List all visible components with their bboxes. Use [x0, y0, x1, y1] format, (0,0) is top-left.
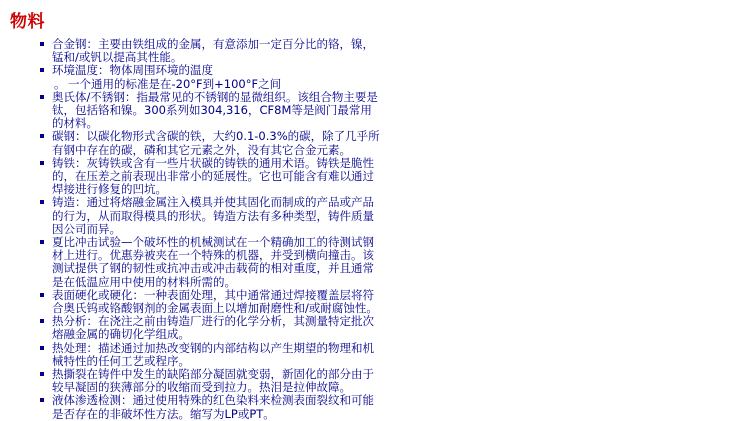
dash-icon: 。: [54, 76, 66, 91]
glossary-entry-text: 铸铁：灰铸铁或含有一些片状碳的铸铁的通用术语。铸铁是脆性的，在压差之前表现出非常小的延展性。它也可能含有难以通过焊接进行修复的凹坑。: [52, 155, 374, 197]
bullet-icon: [40, 42, 44, 46]
bullet-icon: [40, 319, 44, 323]
list-item: [0, 130, 750, 156]
bullet-icon: [40, 134, 44, 138]
bullet-icon: [40, 240, 44, 244]
page-title: 物料: [10, 12, 45, 32]
list-item: [0, 342, 750, 368]
bullet-icon: [40, 293, 44, 297]
glossary-entry-text: 液体渗透检测：通过使用特殊的红色染料来检测表面裂纹和可能是否存在的非破坏性方法。缩写为LP或PT。: [52, 393, 374, 421]
bullet-icon: [40, 68, 44, 72]
list-item: [0, 315, 750, 341]
list-item: [0, 236, 750, 289]
bullet-icon: [40, 398, 44, 402]
glossary-entry-text: 热处理：描述通过加热改变钢的内部结构以产生期望的物理和机械特性的任何工艺或程序。: [52, 340, 374, 368]
list-item: [0, 157, 750, 197]
bullet-icon: [40, 200, 44, 204]
bullet-icon: [40, 346, 44, 350]
glossary-entry-text: 环境温度：物体周围环境的温度: [52, 63, 213, 78]
list-item: [0, 289, 750, 315]
glossary-entry-text: 铸造：通过将熔融金属注入模具并使其固化而制成的产品或产品的行为，从而取得模具的形状。铸造方法有多种类型，铸件质量因公司而异。: [52, 195, 374, 236]
list-item: [0, 394, 750, 420]
list-item: [0, 368, 750, 394]
sub-list: [52, 78, 750, 91]
bullet-icon: [40, 161, 44, 165]
list-item: [0, 196, 750, 236]
glossary-entry-text: 奥氏体/不锈钢：指最常见的不锈钢的显微组织。该组合物主要是钛，包括铬和镍。300系列如304,316，CF8M等是阀门最常用的材料。: [52, 89, 378, 131]
bullet-icon: [40, 372, 44, 376]
list-item: [0, 91, 750, 131]
glossary-entry-text: 合金钢：主要由铁组成的金属，有意添加一定百分比的铬，镍，锰和/或钒以提高其性能。: [52, 37, 374, 65]
glossary-entry-text: 表面硬化或硬化：一种表面处理，其中通常通过焊接覆盖层将符合奥氏钨或铬酸钢剂的金属表面上以增加耐磨性和/或耐腐蚀性。: [52, 287, 378, 316]
glossary-entry-text: 夏比冲击试验—个破坏性的机械测试在一个精确加工的待测试钢材上进行。优惠券被夹在一个特殊的机器，并受到横向撞击。该测试提供了钢的韧性或抗冲击或冲击载荷的相对重度，并且通常是在低温应用中使用的材料所需的。: [52, 235, 374, 289]
bullet-icon: [40, 95, 44, 99]
list-item: [0, 38, 750, 64]
glossary-list: [0, 38, 750, 421]
glossary-entry-text: 热撕裂在铸件中发生的缺陷部分凝固就变弱，新固化的部分由于较早凝固的狭薄部分的收缩而受到拉力。热泪是拉伸故障。: [52, 367, 374, 395]
glossary-entry-text: 热分析：在浇注之前由铸造厂进行的化学分析，其测量特定批次熔融金属的确切化学组成。: [52, 314, 374, 342]
list-item: [0, 64, 750, 90]
sub-entry-text: 一个通用的标准是在-20°F到+100°F之间: [68, 76, 282, 91]
sub-list-item: [52, 78, 398, 91]
glossary-entry-text: 碳钢：以碳化物形式含碳的铁，大约0.1-0.3%的碳，除了几乎所有钢中存在的碳，磷和其它元素之外，没有其它合金元素。: [52, 129, 380, 157]
